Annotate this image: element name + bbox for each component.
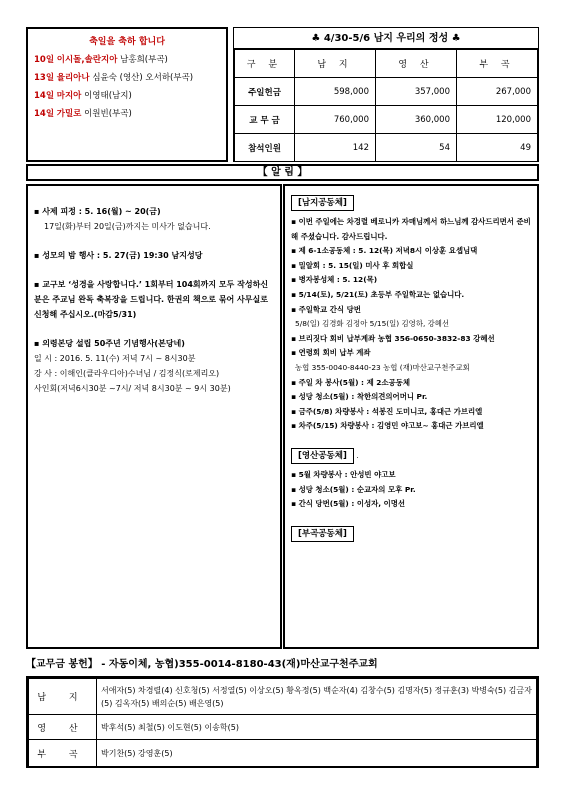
feast-line: 13일 율리아나 심윤숙 (영산) 오서하(부곡) xyxy=(34,73,194,83)
notice-line: ▪ 밀알회 : 5. 15(일) 미사 후 회합실 xyxy=(291,260,414,270)
feast-line: 14일 마지아 이영태(남지) xyxy=(34,91,132,101)
table-row: 남 지 서애자(5) 차경렬(4) 신호청(5) 서정열(5) 이상오(5) 황옥정(5) 백순자(4) 김창수(5) 김명자(5) 정규훈(3) 박병숙(5) 김금자(5) 김옥자(5) 배의순(5) 배은영(5) xyxy=(29,679,537,715)
offering-table xyxy=(234,49,538,162)
table-row: 부 곡 박기찬(5) 강영훈(5) xyxy=(29,740,537,767)
feast-line: 10일 이시돌,솔란지아 남홍희(부곡) xyxy=(34,55,168,65)
notice-line: 5/8(일) 김경화 김정아 5/15(일) 김영하, 강혜선 xyxy=(295,319,450,329)
notice-item: ▪ 성모의 밤 행사 : 5. 27(금) 19:30 남지성당 xyxy=(34,251,203,260)
namji-section-title: [남지공동체] xyxy=(291,195,354,211)
notice-line: ▪ 브리짓다 회비 납부계좌 농협 356-0650-3832-83 강혜선 xyxy=(291,333,495,343)
offering-table-box xyxy=(233,27,539,162)
notice-line: ▪ 간식 당번(5월) : 이성자, 이명선 xyxy=(291,499,406,509)
notice-line: ▪ 5/14(토), 5/21(토) 초등부 주일학교는 없습니다. xyxy=(291,289,465,299)
notice-line: ▪ 성당 청소(5월) : 순교자의 모후 Pr. xyxy=(291,484,416,494)
offering-title: ♣ 4/30-5/6 남지 우리의 정성 ♣ xyxy=(234,28,538,49)
feast-day-box xyxy=(26,27,228,162)
tithe-bank-line: 【교무금 봉헌】 - 자동이체, 농협)355-0014-8180-43(재)마산교구천주교회 xyxy=(26,659,378,670)
offering-header: 부 곡 xyxy=(457,50,538,78)
offering-header: 남 지 xyxy=(295,50,376,78)
feast-day-title: 축일을 축하 합니다 xyxy=(89,37,165,47)
table-row: 주일헌금 598,000 357,000 267,000 xyxy=(235,78,538,106)
bugok-section-title: [부곡공동체] xyxy=(291,526,354,542)
table-row: 교 무 금 760,000 360,000 120,000 xyxy=(235,106,538,134)
notice-right-column: [남지공동체] ▪ 이번 주일에는 차경렬 베로니카 자매님께서 하느님께 감사드리면서 준비해 주셨습니다. 감사드립니다. ▪ 제 6-1소공동체 : 5. 12(목) 저녁8시 이상훈 요셉님댁 ▪ 밀알회 : 5. 15(일) 미사 후 회합실 ▪ 병자봉성체 : 5. 12(목) ▪ 5/14(토), 5/21(토) 초등부 주일학교는 없습니다. ▪ 주일학교 간식 당번 5/8(일) 김경화 김정아 5/15(일) 김영하, 강혜선 ▪ 브리짓다 회비 납부계좌 농협 356-0650-3832-83 강혜선 ▪ 연령회 회비 납부 계좌 농협 355-0040-8440-23 농협 (재)마산교구천주교회 ▪ 주일 차 봉사(5월) : 제 2소공동체 ▪ 성당 청소(5월) : 착한의견의어머니 Pr. ▪ 금주(5/8) 차량봉사 : 석봉진 도미니코, 홍대근 가브리엘 ▪ 차주(5/15) 차량봉사 : 김영민 야고보~ 홍대근 가브리엘 [영산공동체] . ▪ 5월 차량봉사 : 안성빈 야고보 ▪ 성당 청소(5월) : 순교자의 모후 Pr. ▪ 간식 당번(5월) : 이성자, 이명선 [부곡공동체] xyxy=(283,184,539,649)
notice-item: ▪ 교구보 ‘성경을 사랑합니다.’ 1회부터 104회까지 모두 작성하신 분은 주교님 완독 축복장을 드립니다. 한권의 책으로 묶어 사무실로 신청해 주십시오.(마감5/31) xyxy=(34,280,269,319)
offering-header: 영 산 xyxy=(376,50,457,78)
offering-header: 구 분 xyxy=(235,50,295,78)
donor-table xyxy=(28,678,537,767)
notice-line: ▪ 금주(5/8) 차량봉사 : 석봉진 도미니코, 홍대근 가브리엘 xyxy=(291,406,483,416)
notice-left-column xyxy=(26,184,282,649)
donor-table-box xyxy=(26,676,539,768)
notice-line: ▪ 제 6-1소공동체 : 5. 12(목) 저녁8시 이상훈 요셉님댁 xyxy=(291,246,478,256)
notice-line: ▪ 성당 청소(5월) : 착한의견의어머니 Pr. xyxy=(291,392,428,402)
notice-line: ▪ 이번 주일에는 차경렬 베로니카 자매님께서 하느님께 감사드리면서 준비해 주셨습니다. 감사드립니다. xyxy=(291,217,531,241)
notice-header: 【 알 림 】 xyxy=(26,164,539,181)
table-row: 참석인원 142 54 49 xyxy=(235,134,538,162)
notice-line: ▪ 주일학교 간식 당번 xyxy=(291,304,361,314)
notice-line: ▪ 병자봉성체 : 5. 12(목) xyxy=(291,275,378,285)
notice-line: ▪ 차주(5/15) 차량봉사 : 김영민 야고보~ 홍대근 가브리엘 xyxy=(291,421,484,431)
notice-item: ▪ 사제 피정 : 5. 16(월) ~ 20(금) 17일(화)부터 20일(금)까지는 미사가 없습니다. xyxy=(34,207,211,231)
notice-line: ▪ 주일 차 봉사(5월) : 제 2소공동체 xyxy=(291,377,410,387)
notice-line: ▪ 연령회 회비 납부 계좌 xyxy=(291,348,371,358)
table-row: 영 산 박후석(5) 최철(5) 이도현(5) 이송학(5) xyxy=(29,715,537,740)
feast-line: 14일 가밀로 이원빈(부곡) xyxy=(34,109,132,119)
yeongsan-section-title: [영산공동체] xyxy=(291,448,354,464)
notice-line: ▪ 5월 차량봉사 : 안성빈 야고보 xyxy=(291,469,396,479)
notice-item: ▪ 의령본당 설립 50주년 기념행사(본당네) 일 시 : 2016. 5. 11(수) 저녁 7시 ~ 8시30분 강 사 : 이해인(클라우디아)수녀님 / 김정식(로제리오) 사인회(저녁6시30분 ~7시/ 저녁 8시30분 ~ 9시 30분) xyxy=(34,339,231,393)
notice-line: 농협 355-0040-8440-23 농협 (재)마산교구천주교회 xyxy=(295,362,470,372)
